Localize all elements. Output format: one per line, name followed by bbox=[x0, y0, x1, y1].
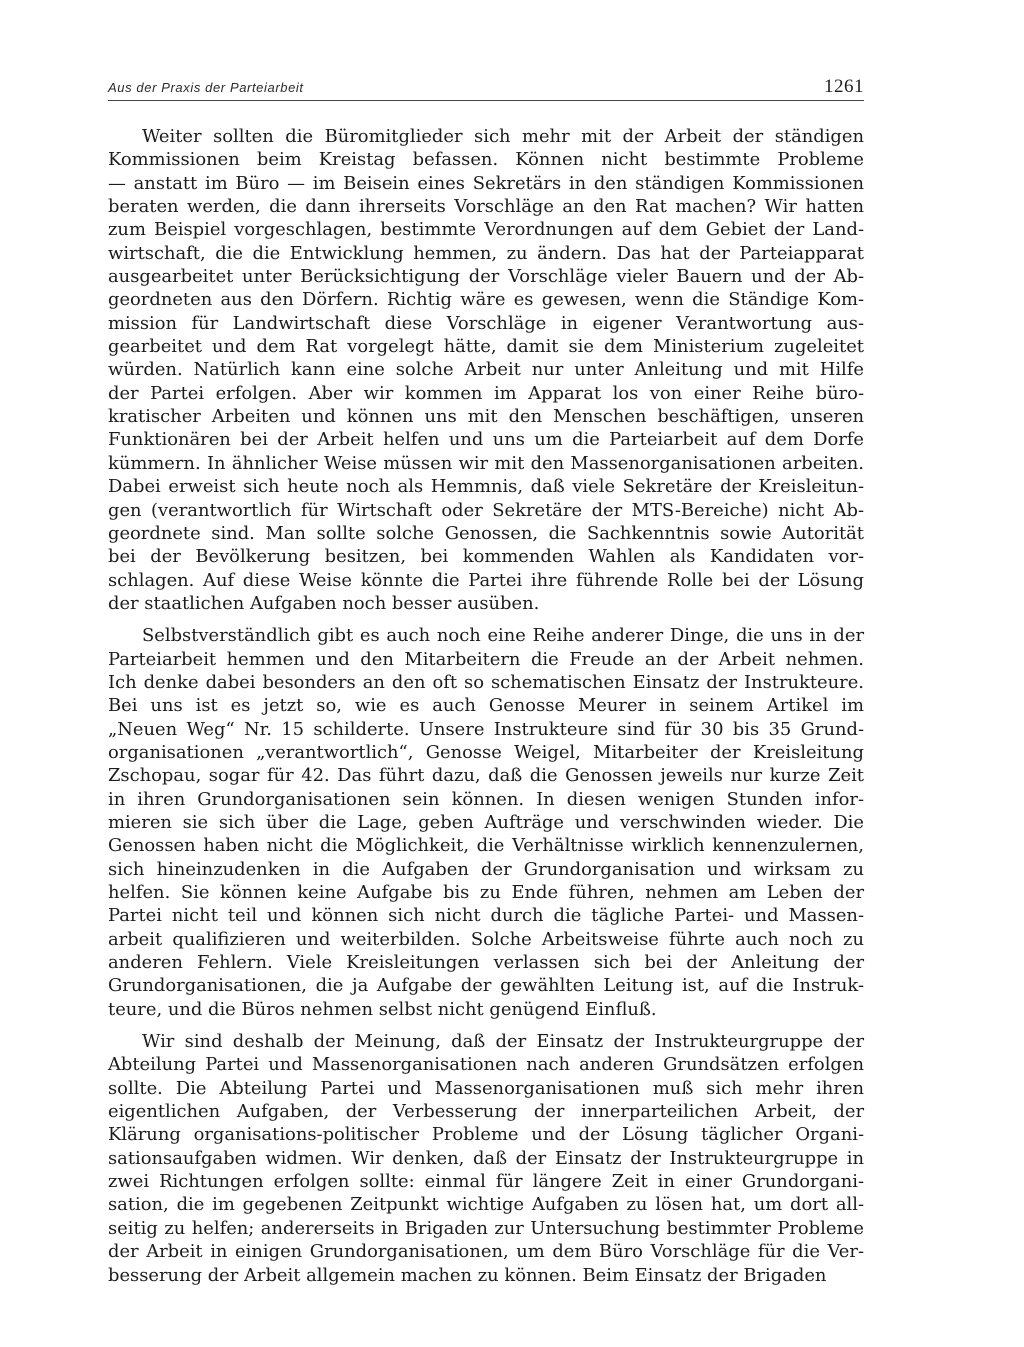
text-line: der Arbeit in einigen Grundorganisationen, um dem Büro Vorschläge für die Ver- bbox=[108, 1241, 864, 1263]
page-number: 1261 bbox=[824, 76, 864, 97]
text-line: gen (verantwortlich für Wirtschaft oder Sekretäre der MTS-Bereiche) nicht Ab- bbox=[108, 499, 864, 521]
header-rule bbox=[108, 100, 864, 101]
text-line: Dabei erweist sich heute noch als Hemmnis, daß viele Sekretäre der Kreisleitun- bbox=[108, 476, 864, 498]
text-line: Parteiarbeit hemmen und den Mitarbeitern die Freude an der Arbeit nehmen. bbox=[108, 648, 864, 670]
text-line: anderen Fehlern. Viele Kreisleitungen verlassen sich bei der Anleitung der bbox=[108, 952, 864, 974]
paragraph bbox=[108, 125, 864, 615]
text-line: Genossen haben nicht die Möglichkeit, die Verhältnisse wirklich kennenzulernen, bbox=[108, 835, 864, 857]
text-line: sation, die im gegebenen Zeitpunkt wichtige Aufgaben zu lösen hat, um dort all- bbox=[108, 1194, 864, 1216]
paragraph bbox=[108, 1030, 864, 1287]
text-line: zwei Richtungen erfolgen sollte: einmal für längere Zeit in einer Grundorgani- bbox=[108, 1171, 864, 1193]
running-header bbox=[108, 78, 864, 102]
text-line: ausgearbeitet unter Berücksichtigung der Vorschläge vieler Bauern und der Ab- bbox=[108, 266, 864, 288]
text-line: gearbeitet und dem Rat vorgelegt hätte, damit sie dem Ministerium zugeleitet bbox=[108, 336, 864, 358]
text-line: Wir sind deshalb der Meinung, daß der Einsatz der Instrukteurgruppe der bbox=[142, 1031, 864, 1053]
text-line: Kommissionen beim Kreistag befassen. Können nicht bestimmte Probleme bbox=[108, 149, 864, 171]
text-line: Zschopau, sogar für 42. Das führt dazu, daß die Genossen jeweils nur kurze Zeit bbox=[108, 765, 864, 787]
text-line: geordnete sind. Man sollte solche Genossen, die Sachkenntnis sowie Autorität bbox=[108, 522, 864, 544]
body-text bbox=[108, 125, 864, 1287]
text-line: teure, und die Büros nehmen selbst nicht genügend Einfluß. bbox=[108, 998, 657, 1020]
text-line: arbeit qualifizieren und weiterbilden. Solche Arbeitsweise führte auch noch zu bbox=[108, 928, 864, 950]
text-line: „Neuen Weg“ Nr. 15 schilderte. Unsere Instrukteure sind für 30 bis 35 Grund- bbox=[108, 718, 864, 740]
text-line: beraten werden, die dann ihrerseits Vorschläge an den Rat machen? Wir hatten bbox=[108, 196, 864, 218]
text-line: Abteilung Partei und Massenorganisationen nach anderen Grundsätzen erfolgen bbox=[108, 1054, 864, 1076]
text-line: in ihren Grundorganisationen sein können. In diesen wenigen Stunden infor- bbox=[108, 788, 864, 810]
text-line: Funktionären bei der Arbeit helfen und uns um die Parteiarbeit auf dem Dorfe bbox=[108, 429, 864, 451]
text-line: würden. Natürlich kann eine solche Arbeit nur unter Anleitung und mit Hilfe bbox=[108, 359, 864, 381]
text-line: helfen. Sie können keine Aufgabe bis zu Ende führen, nehmen am Leben der bbox=[108, 882, 864, 903]
text-line: schlagen. Auf diese Weise könnte die Partei ihre führende Rolle bei der Lösung bbox=[108, 569, 864, 591]
text-line: kümmern. In ähnlicher Weise müssen wir mit den Massenorganisationen arbeiten. bbox=[108, 452, 864, 474]
text-line: besserung der Arbeit allgemein machen zu können. Beim Einsatz der Brigaden bbox=[108, 1264, 827, 1286]
text-line: Ich denke dabei besonders an den oft so schematischen Einsatz der Instrukteure. bbox=[108, 671, 864, 693]
text-line: geordneten aus den Dörfern. Richtig wäre es gewesen, wenn die Ständige Kom- bbox=[108, 289, 864, 311]
text-line: sationsaufgaben widmen. Wir denken, daß der Einsatz der Instrukteurgruppe in bbox=[108, 1147, 864, 1169]
text-line: bei der Bevölkerung besitzen, bei kommenden Wahlen als Kandidaten vor- bbox=[108, 546, 864, 568]
text-line: organisationen „verantwortlich“, Genosse Weigel, Mitarbeiter der Kreisleitung bbox=[108, 741, 864, 763]
text-line: Selbstverständlich gibt es auch noch eine Reihe anderer Dinge, die uns in der bbox=[142, 625, 864, 647]
text-line: Grundorganisationen, die ja Aufgabe der gewählten Leitung ist, auf die Instruk- bbox=[108, 975, 864, 997]
text-line: mieren sie sich über die Lage, geben Aufträge und verschwinden wieder. Die bbox=[108, 811, 864, 833]
text-line: Partei nicht teil und können sich nicht durch die tägliche Partei- und Massen- bbox=[108, 905, 864, 927]
text-line: — anstatt im Büro — im Beisein eines Sekretärs in den ständigen Kommissionen bbox=[108, 172, 864, 194]
text-line: Klärung organisations-politischer Probleme und der Lösung täglicher Organi- bbox=[108, 1124, 864, 1146]
text-line: zum Beispiel vorgeschlagen, bestimmte Verordnungen auf dem Gebiet der Land- bbox=[108, 219, 864, 241]
text-line: wirtschaft, die die Entwicklung hemmen, zu ändern. Das hat der Parteiapparat bbox=[108, 242, 864, 264]
text-line: Weiter sollten die Büromitglieder sich mehr mit der Arbeit der ständigen bbox=[142, 126, 864, 147]
text-line: der staatlichen Aufgaben noch besser ausüben. bbox=[108, 592, 540, 614]
running-title: Aus der Praxis der Parteiarbeit bbox=[108, 80, 304, 95]
text-line: sollte. Die Abteilung Partei und Massenorganisationen muß sich mehr ihren bbox=[108, 1077, 864, 1099]
text-line: mission für Landwirtschaft diese Vorschläge in eigener Verantwortung aus- bbox=[108, 312, 864, 334]
text-line: der Partei erfolgen. Aber wir kommen im Apparat los von einer Reihe büro- bbox=[108, 382, 864, 404]
text-line: kratischer Arbeiten und können uns mit den Menschen beschäftigen, unseren bbox=[108, 406, 864, 428]
text-line: Bei uns ist es jetzt so, wie es auch Genosse Meurer in seinem Artikel im bbox=[108, 695, 864, 717]
text-line: seitig zu helfen; andererseits in Brigaden zur Untersuchung bestimmter Probleme bbox=[108, 1217, 864, 1239]
text-line: eigentlichen Aufgaben, der Verbesserung der innerparteilichen Arbeit, der bbox=[108, 1101, 864, 1123]
paragraph bbox=[108, 624, 864, 1021]
text-line: sich hineinzudenken in die Aufgaben der Grundorganisation und wirksam zu bbox=[108, 858, 864, 880]
